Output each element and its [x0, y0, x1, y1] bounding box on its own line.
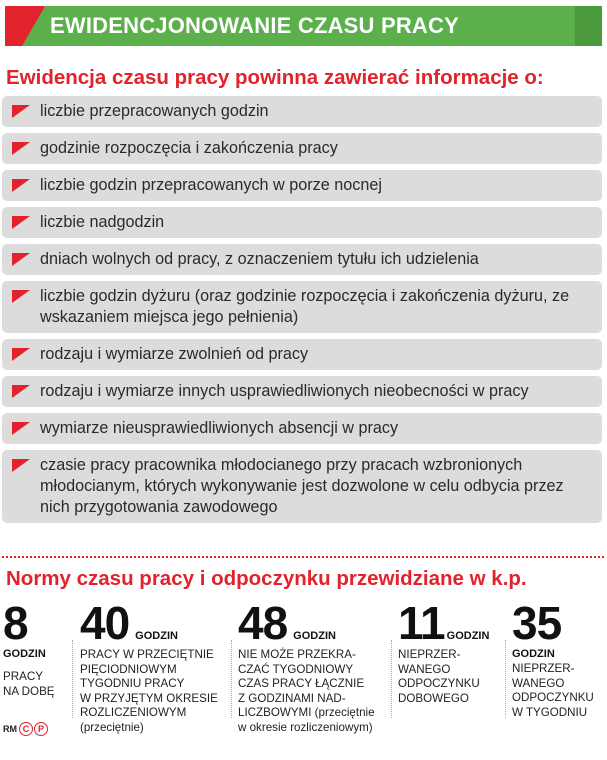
norm-daily-rest — [398, 597, 490, 706]
logo-circle-c: C — [19, 722, 33, 736]
list-item-text: liczbie przepracowanych godzin — [40, 102, 269, 120]
norm-description: PRACY NA DOBĘ — [3, 670, 55, 698]
dotted-divider — [2, 556, 604, 558]
list-item-text: czasie pracy pracownika młodocianego przy pracach wzbronionych młodocianym, których wykonywanie jest dozwolone w celu odbycia przez nich przygotowania zawodowego — [40, 456, 564, 516]
list-item-text: dniach wolnych od pracy, z oznaczeniem tytułu ich udzielenia — [40, 250, 479, 268]
norm-daily-work — [3, 597, 55, 699]
red-flag-icon — [12, 179, 30, 192]
column-divider — [391, 640, 392, 718]
list-item — [2, 281, 602, 333]
list-item-text: liczbie godzin przepracowanych w porze nocnej — [40, 176, 382, 194]
list-item — [2, 170, 602, 201]
list-item — [2, 244, 602, 275]
list-item-text: rodzaju i wymiarze innych usprawiedliwionych nieobecności w pracy — [40, 382, 529, 400]
norm-max-weekly — [238, 597, 375, 735]
norm-value: 35 — [512, 597, 562, 649]
red-flag-icon — [12, 348, 30, 361]
red-flag-icon — [12, 216, 30, 229]
norm-unit: GODZIN — [3, 648, 46, 660]
records-info-list — [2, 96, 602, 529]
red-flag-icon — [12, 253, 30, 266]
list-item — [2, 339, 602, 370]
norm-unit: GODZIN — [293, 630, 336, 642]
norm-weekly-work — [80, 597, 218, 735]
norm-unit: GODZIN — [446, 630, 490, 642]
section-heading-records: Ewidencja czasu pracy powinna zawierać informacje o: — [6, 66, 544, 89]
norm-description: PRACY W PRZECIĘTNIE PIĘCIODNIOWYM TYGODNIU PRACY W PRZYJĘTYM OKRESIE ROZLICZENIOWYM (przeciętnie) — [80, 648, 218, 734]
logo-prefix: RM — [3, 724, 17, 734]
red-flag-icon — [12, 459, 30, 472]
list-item — [2, 207, 602, 238]
header-banner — [0, 0, 607, 50]
publisher-logo — [3, 722, 49, 736]
list-item-text: liczbie nadgodzin — [40, 213, 165, 231]
norm-value: 40 — [80, 597, 130, 649]
page-title: EWIDENCJONOWANIE CZASU PRACY — [50, 13, 459, 38]
section-heading-norms: Normy czasu pracy i odpoczynku przewidziane w k.p. — [6, 567, 527, 590]
red-flag-icon — [12, 422, 30, 435]
norm-description: NIEPRZER- WANEGO ODPOCZYNKU W TYGODNIU — [512, 662, 594, 719]
logo-circle-p: P — [34, 722, 48, 736]
banner-shade — [575, 6, 602, 46]
norm-description: NIE MOŻE PRZEKRA- CZAĆ TYGODNIOWY CZAS PRACY ŁĄCZNIE Z GODZINAMI NAD- LICZBOWYMI (przeciętnie w okresie rozliczeniowym) — [238, 648, 375, 734]
column-divider — [72, 640, 73, 718]
red-flag-icon — [12, 105, 30, 118]
column-divider — [505, 640, 506, 718]
norm-unit: GODZIN — [135, 630, 178, 642]
norm-value: 48 — [238, 597, 288, 649]
list-item — [2, 133, 602, 164]
red-flag-icon — [12, 385, 30, 398]
list-item — [2, 413, 602, 444]
red-flag-icon — [12, 142, 30, 155]
norm-weekly-rest — [512, 597, 594, 720]
list-item-text: rodzaju i wymiarze zwolnień od pracy — [40, 345, 309, 363]
list-item — [2, 96, 602, 127]
red-flag-icon — [12, 290, 30, 303]
column-divider — [231, 640, 232, 718]
norm-description: NIEPRZER- WANEGO ODPOCZYNKU DOBOWEGO — [398, 648, 480, 705]
norm-unit: GODZIN — [512, 648, 555, 660]
list-item — [2, 450, 602, 523]
list-item-text: wymiarze nieusprawiedliwionych absencji w pracy — [40, 419, 399, 437]
list-item — [2, 376, 602, 407]
list-item-text: liczbie godzin dyżuru (oraz godzinie rozpoczęcia i zakończenia dyżuru, ze wskazaniem miejsca jego pełnienia) — [40, 287, 570, 326]
norm-value: 8 — [3, 597, 28, 649]
norm-value: 11 — [398, 597, 445, 649]
list-item-text: godzinie rozpoczęcia i zakończenia pracy — [40, 139, 338, 157]
